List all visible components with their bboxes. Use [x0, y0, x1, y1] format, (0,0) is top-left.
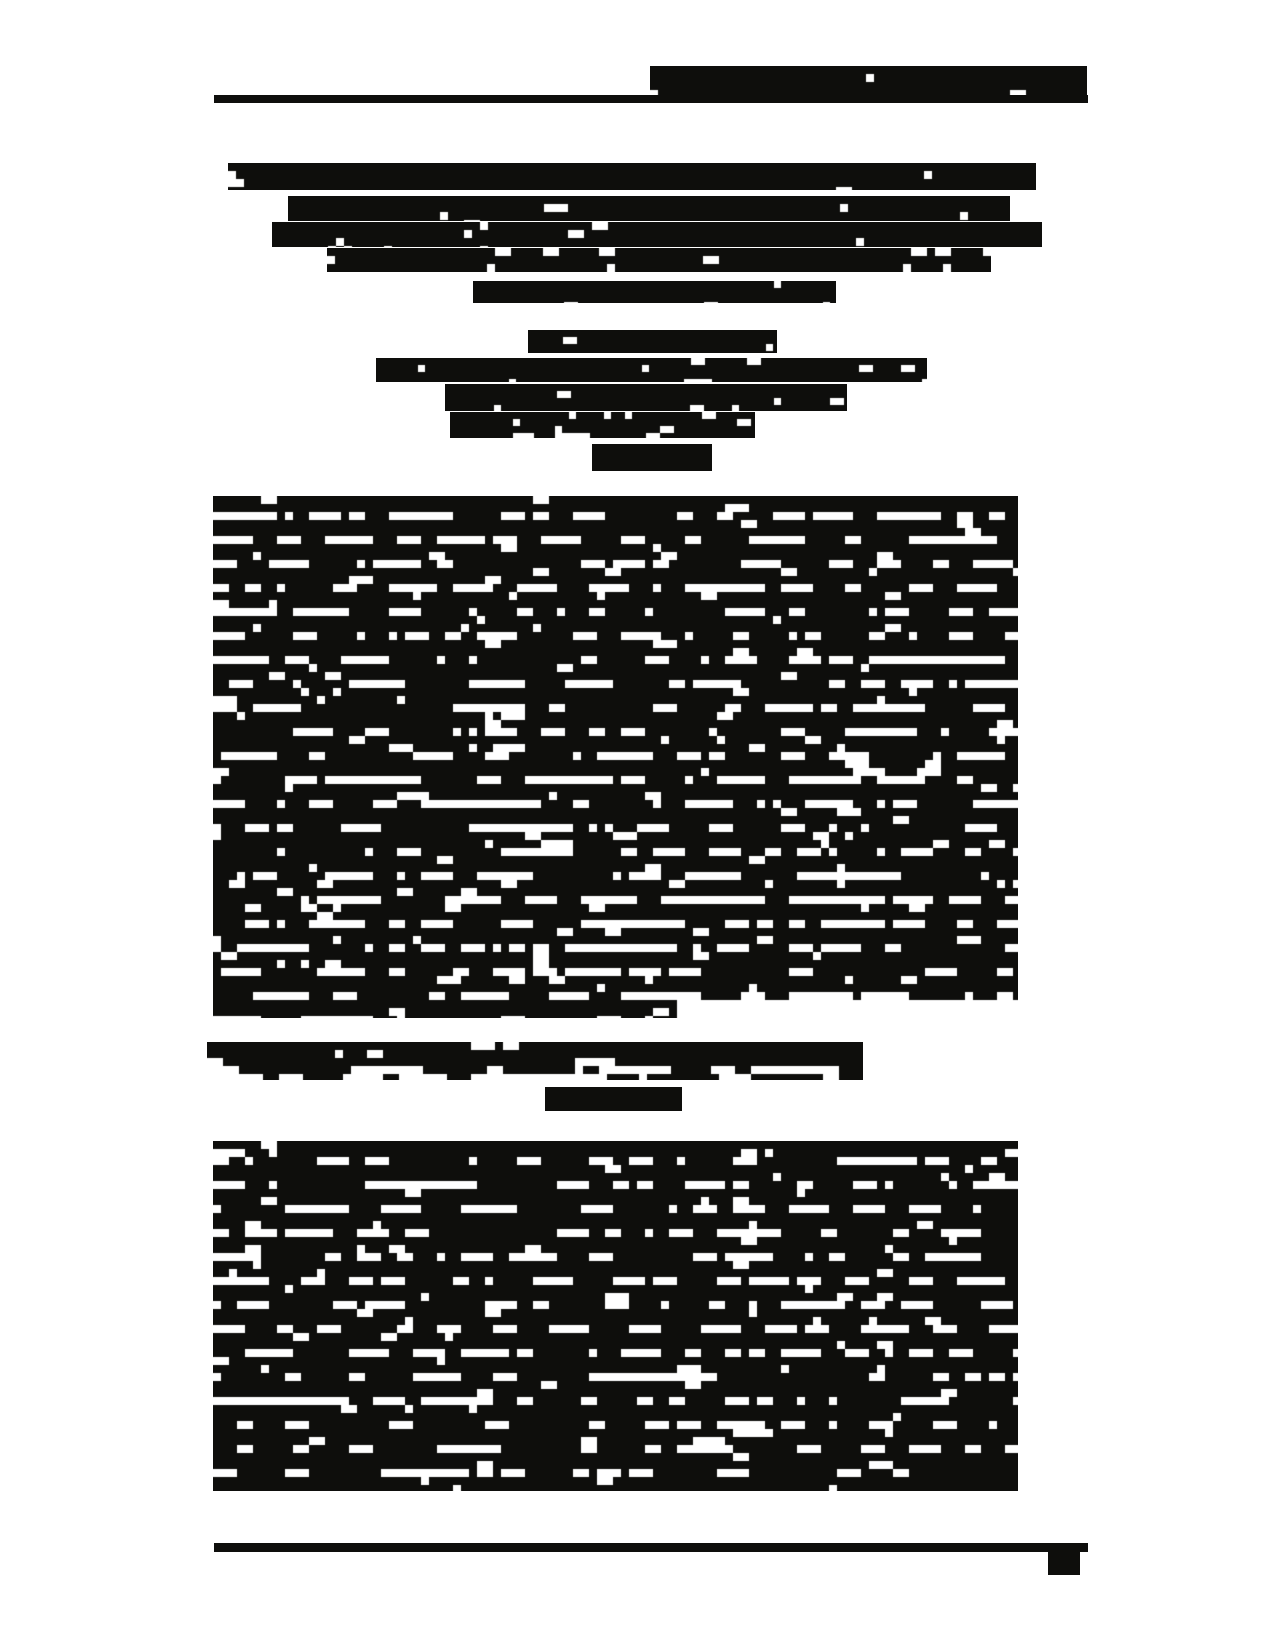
affiliation-line-1	[376, 358, 927, 382]
paper-title-line-4	[327, 248, 991, 272]
footer-rule	[214, 1543, 1088, 1552]
section-heading	[545, 1087, 682, 1111]
journal-citation-line	[650, 66, 1087, 96]
paper-title-line-2	[288, 196, 1010, 221]
page-number	[1048, 1552, 1080, 1575]
header-rule	[214, 95, 1088, 103]
keywords-line	[207, 1042, 863, 1080]
affiliation-line-2	[445, 384, 847, 411]
paper-title-line-1	[228, 163, 1036, 190]
abstract-heading	[592, 444, 712, 471]
author-line	[528, 330, 777, 353]
section-paragraph	[213, 1141, 1018, 1491]
paper-subtitle-line	[473, 281, 836, 303]
abstract-paragraph	[213, 496, 1018, 1018]
affiliation-line-3	[450, 412, 755, 438]
paper-title-line-3	[272, 222, 1042, 247]
